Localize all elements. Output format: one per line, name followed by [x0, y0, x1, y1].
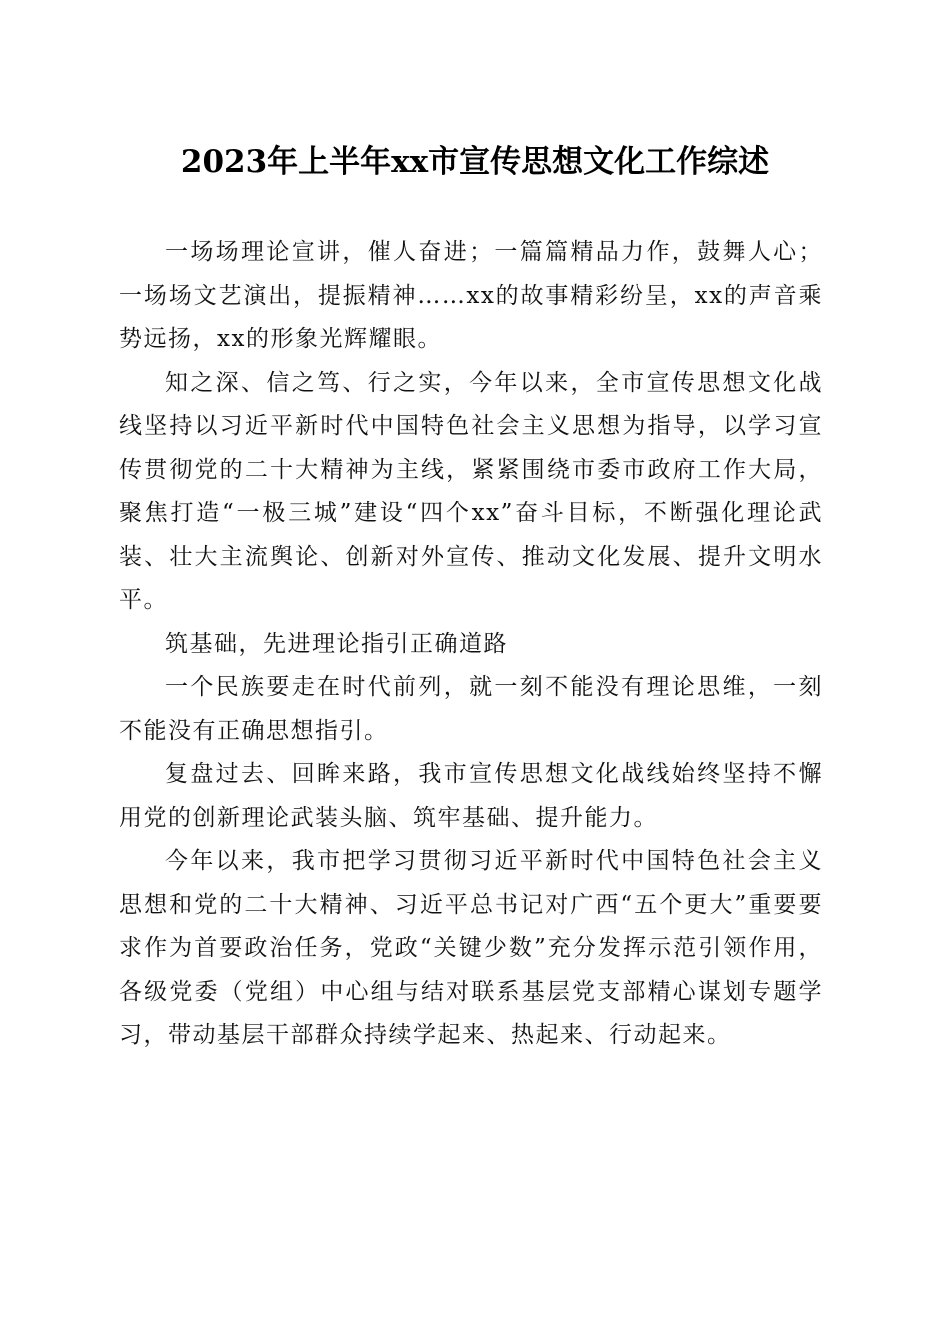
document-body [119, 231, 823, 1058]
document-title: 2023年上半年xx市宣传思想文化工作综述 [180, 144, 770, 180]
paragraph-overview: 知之深、信之笃、行之实，今年以来，全市宣传思想文化战线坚持以习近平新时代中国特色社会主义思想为指导，以学习宣传贯彻党的二十大精神为主线，紧紧围绕市委市政府工作大局，聚焦打造“一极三城”建设“四个xx”奋斗目标，不断强化理论武装、壮大主流舆论、创新对外宣传、推动文化发展、提升文明水平。 [119, 369, 823, 613]
section-heading: 筑基础，先进理论指引正确道路 [165, 630, 508, 657]
paragraph-theory: 一个民族要走在时代前列，就一刻不能没有理论思维，一刻不能没有正确思想指引。 [119, 674, 823, 744]
paragraph-review: 复盘过去、回眸来路，我市宣传思想文化战线始终坚持不懈用党的创新理论武装头脑、筑牢基础、提升能力。 [119, 761, 823, 831]
paragraph-intro: 一场场理论宣讲，催人奋进；一篇篇精品力作，鼓舞人心；一场场文艺演出，提振精神……xx的故事精彩纷呈，xx的声音乘势远扬，xx的形象光辉耀眼。 [119, 239, 823, 352]
paragraph-this-year: 今年以来，我市把学习贯彻习近平新时代中国特色社会主义思想和党的二十大精神、习近平总书记对广西“五个更大”重要要求作为首要政治任务，党政“关键少数”充分发挥示范引领作用，各级党委（党组）中心组与结对联系基层党支部精心谋划专题学习，带动基层干部群众持续学起来、热起来、行动起来。 [119, 848, 823, 1048]
